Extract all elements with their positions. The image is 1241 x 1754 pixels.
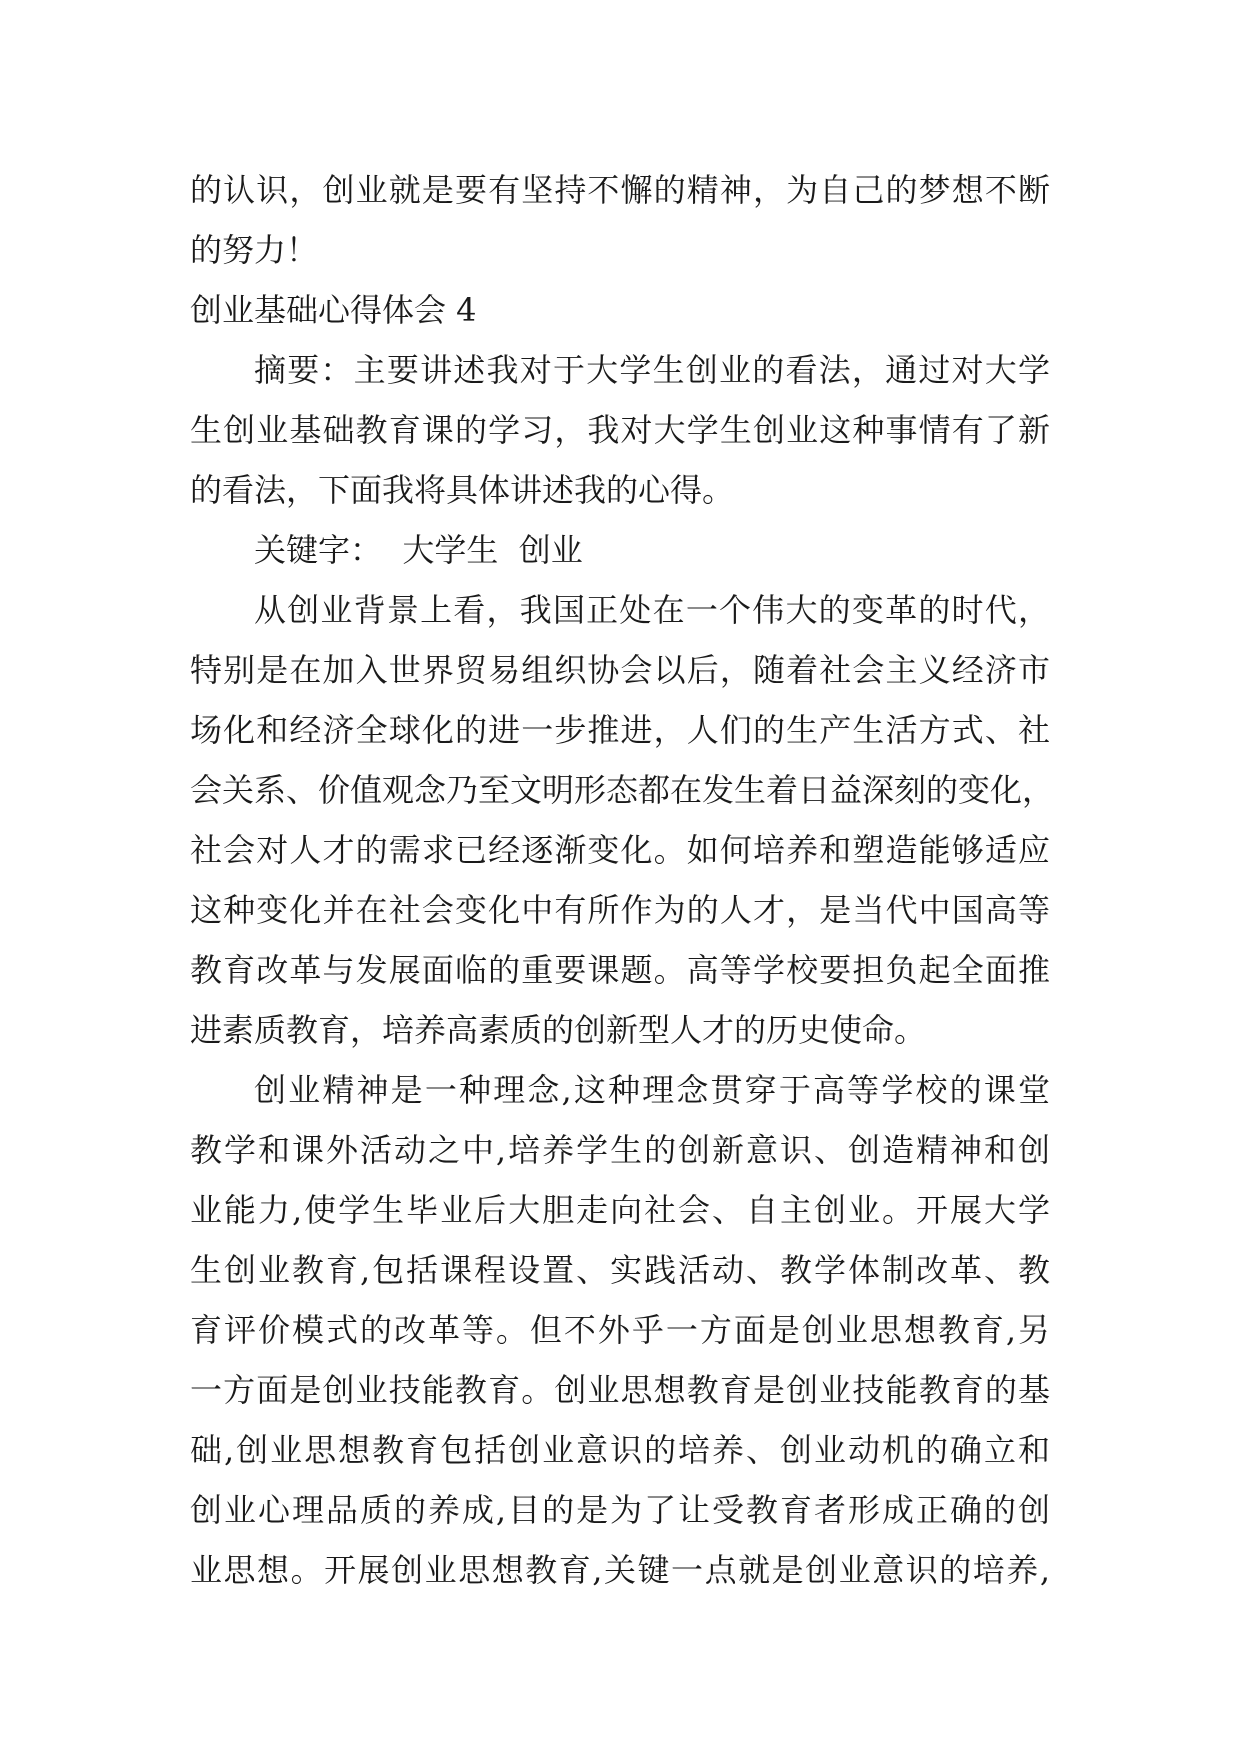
abstract-line: 的看法，下面我将具体讲述我的心得。 <box>190 471 735 509</box>
paragraph-line: 特别是在加入世界贸易组织协会以后，随着社会主义经济市 <box>190 651 1050 689</box>
paragraph-line: 业能力,使学生毕业后大胆走向社会、自主创业。开展大学 <box>190 1191 1050 1229</box>
paragraph-line: 创业精神是一种理念,这种理念贯穿于高等学校的课堂 <box>254 1071 1050 1109</box>
paragraph-line: 场化和经济全球化的进一步推进，人们的生产生活方式、社 <box>190 711 1050 749</box>
paragraph-line: 一方面是创业技能教育。创业思想教育是创业技能教育的基 <box>190 1371 1050 1409</box>
paragraph-line: 会关系、价值观念乃至文明形态都在发生着日益深刻的变化， <box>190 771 1055 809</box>
paragraph-line: 这种变化并在社会变化中有所作为的人才，是当代中国高等 <box>190 891 1050 929</box>
paragraph-line: 育评价模式的改革等。但不外乎一方面是创业思想教育,另 <box>190 1311 1050 1349</box>
paragraph-line: 教学和课外活动之中,培养学生的创新意识、创造精神和创 <box>190 1131 1050 1169</box>
paragraph-line: 从创业背景上看，我国正处在一个伟大的变革的时代， <box>254 591 1050 629</box>
paragraph-line: 业思想。开展创业思想教育,关键一点就是创业意识的培养, <box>190 1551 1050 1589</box>
paragraph-line: 社会对人才的需求已经逐渐变化。如何培养和塑造能够适应 <box>190 831 1050 869</box>
abstract-line: 生创业基础教育课的学习，我对大学生创业这种事情有了新 <box>190 411 1050 449</box>
document-body <box>190 160 1055 1600</box>
paragraph-line: 创业心理品质的养成,目的是为了让受教育者形成正确的创 <box>190 1491 1050 1529</box>
abstract-line: 摘要：主要讲述我对于大学生创业的看法，通过对大学 <box>254 351 1050 389</box>
text-line: 的努力！ <box>190 231 319 269</box>
paragraph-line: 教育改革与发展面临的重要课题。高等学校要担负起全面推 <box>190 951 1050 989</box>
text-line: 的认识，创业就是要有坚持不懈的精神，为自己的梦想不断 <box>190 171 1050 209</box>
section-heading: 创业基础心得体会 4 <box>190 291 477 329</box>
paragraph-line: 生创业教育,包括课程设置、实践活动、教学体制改革、教 <box>190 1251 1050 1289</box>
paragraph-line: 进素质教育，培养高素质的创新型人才的历史使命。 <box>190 1011 927 1049</box>
keywords-line: 关键字： 大学生 创业 <box>254 531 583 569</box>
paragraph-line: 础,创业思想教育包括创业意识的培养、创业动机的确立和 <box>190 1431 1050 1469</box>
